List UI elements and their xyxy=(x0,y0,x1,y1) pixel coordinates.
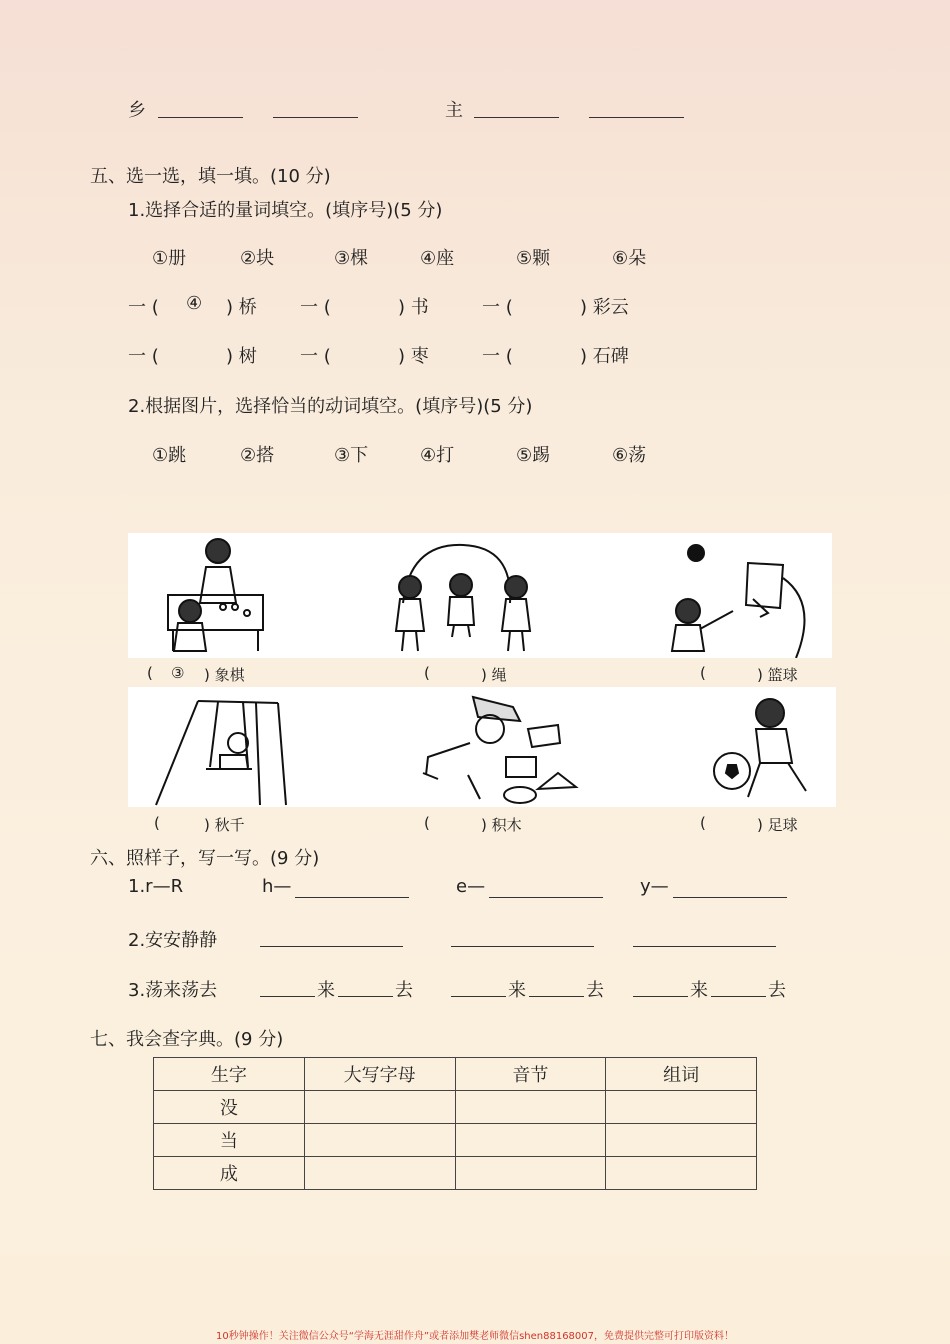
answer-cell[interactable] xyxy=(606,1124,757,1157)
char-cell: 当 xyxy=(154,1124,305,1157)
qu-char: 去 xyxy=(768,980,786,1001)
verb-option-6: ⑥荡 xyxy=(612,445,647,466)
measure-option-4: ④座 xyxy=(420,248,455,269)
verb-caption-prefix: ( xyxy=(700,664,706,682)
measure-option-5: ⑤颗 xyxy=(516,248,551,269)
answer-cell[interactable] xyxy=(606,1091,757,1124)
measure-blank-suffix: ) 枣 xyxy=(398,346,429,367)
verb-caption-prefix: ( xyxy=(700,814,706,832)
table-header-row xyxy=(154,1058,757,1091)
letter-item-y: y— xyxy=(640,876,669,897)
q2-title: 2.根据图片，选择恰当的动词填空。(填序号)(5 分) xyxy=(128,396,533,417)
answer-cell[interactable] xyxy=(606,1157,757,1190)
measure-blank-answer[interactable]: ④ xyxy=(186,293,203,314)
q1-title: 1.选择合适的量词填空。(填序号)(5 分) xyxy=(128,200,443,221)
lai-char: 来 xyxy=(508,980,526,1001)
answer-line[interactable] xyxy=(633,946,776,947)
measure-blank-prefix: 一 ( xyxy=(300,297,331,318)
picture-band-2 xyxy=(128,687,836,807)
verb-caption-prefix: ( xyxy=(147,664,153,682)
qu-char: 去 xyxy=(586,980,604,1001)
answer-line[interactable] xyxy=(260,996,315,997)
measure-blank-suffix: ) 桥 xyxy=(226,297,257,318)
measure-option-2: ②块 xyxy=(240,248,275,269)
answer-line[interactable] xyxy=(451,946,594,947)
answer-line[interactable] xyxy=(673,897,787,898)
picture-band-1 xyxy=(128,533,832,658)
answer-line[interactable] xyxy=(711,996,766,997)
answer-line[interactable] xyxy=(529,996,584,997)
verb-caption-suffix: ) 秋千 xyxy=(204,816,245,834)
answer-line[interactable] xyxy=(158,117,243,118)
measure-blank-prefix: 一 ( xyxy=(128,346,159,367)
verb-caption-suffix: ) 绳 xyxy=(481,666,507,684)
verb-option-3: ③下 xyxy=(334,445,369,466)
measure-option-3: ③棵 xyxy=(334,248,369,269)
verb-caption-suffix: ) 篮球 xyxy=(757,666,798,684)
xlaixqu-example: 3.荡来荡去 xyxy=(128,980,218,1001)
measure-blank-prefix: 一 ( xyxy=(300,346,331,367)
illustration-play xyxy=(128,687,836,807)
verb-option-4: ④打 xyxy=(420,445,455,466)
verb-option-2: ②搭 xyxy=(240,445,275,466)
answer-line[interactable] xyxy=(260,946,403,947)
measure-blank-prefix: 一 ( xyxy=(482,297,513,318)
char-cell: 成 xyxy=(154,1157,305,1190)
answer-line[interactable] xyxy=(474,117,559,118)
lai-char: 来 xyxy=(317,980,335,1001)
answer-cell[interactable] xyxy=(455,1091,606,1124)
answer-line[interactable] xyxy=(273,117,358,118)
answer-line[interactable] xyxy=(295,897,409,898)
answer-line[interactable] xyxy=(633,996,688,997)
answer-cell[interactable] xyxy=(455,1157,606,1190)
answer-cell[interactable] xyxy=(304,1157,455,1190)
answer-line[interactable] xyxy=(338,996,393,997)
measure-blank-suffix: ) 石碑 xyxy=(580,346,629,367)
verb-caption-suffix: ) 足球 xyxy=(757,816,798,834)
aabb-example: 2.安安静静 xyxy=(128,930,218,951)
measure-blank-suffix: ) 树 xyxy=(226,346,257,367)
letter-item-h: h— xyxy=(262,876,292,897)
verb-caption-suffix: ) 象棋 xyxy=(204,666,245,684)
top-char-2: 主 xyxy=(445,100,463,121)
header-cell: 生字 xyxy=(154,1058,305,1091)
section6-title: 六、照样子，写一写。(9 分) xyxy=(90,848,320,869)
measure-blank-prefix: 一 ( xyxy=(482,346,513,367)
answer-line[interactable] xyxy=(489,897,603,898)
qu-char: 去 xyxy=(395,980,413,1001)
section5-title: 五、选一选，填一填。(10 分) xyxy=(90,166,331,187)
lai-char: 来 xyxy=(690,980,708,1001)
answer-line[interactable] xyxy=(451,996,506,997)
illustration-chess xyxy=(128,533,832,658)
letter-item-e: e— xyxy=(456,876,486,897)
header-cell: 大写字母 xyxy=(304,1058,455,1091)
table-row xyxy=(154,1124,757,1157)
verb-caption-suffix: ) 积木 xyxy=(481,816,522,834)
section7-title: 七、我会查字典。(9 分) xyxy=(90,1029,284,1050)
top-char-1: 乡 xyxy=(128,100,146,121)
measure-option-6: ⑥朵 xyxy=(612,248,647,269)
dictionary-table xyxy=(153,1057,757,1190)
answer-cell[interactable] xyxy=(455,1124,606,1157)
verb-caption-prefix: ( xyxy=(424,664,430,682)
verb-option-5: ⑤踢 xyxy=(516,445,551,466)
letter-example: 1.r—R xyxy=(128,876,184,897)
table-row xyxy=(154,1157,757,1190)
answer-line[interactable] xyxy=(589,117,684,118)
measure-option-1: ①册 xyxy=(152,248,187,269)
verb-caption-answer[interactable]: ③ xyxy=(171,664,185,682)
measure-blank-prefix: 一 ( xyxy=(128,297,159,318)
measure-blank-suffix: ) 彩云 xyxy=(580,297,629,318)
verb-option-1: ①跳 xyxy=(152,445,187,466)
measure-blank-suffix: ) 书 xyxy=(398,297,429,318)
verb-caption-prefix: ( xyxy=(424,814,430,832)
verb-caption-prefix: ( xyxy=(154,814,160,832)
answer-cell[interactable] xyxy=(304,1091,455,1124)
table-row xyxy=(154,1091,757,1124)
header-cell: 组词 xyxy=(606,1058,757,1091)
header-cell: 音节 xyxy=(455,1058,606,1091)
char-cell: 没 xyxy=(154,1091,305,1124)
footer-note: 10秒钟操作！关注微信公众号“学海无涯甜作舟”或者添加樊老师微信shen88168007，免费提供完整可打印版资料！ xyxy=(215,1331,735,1342)
answer-cell[interactable] xyxy=(304,1124,455,1157)
